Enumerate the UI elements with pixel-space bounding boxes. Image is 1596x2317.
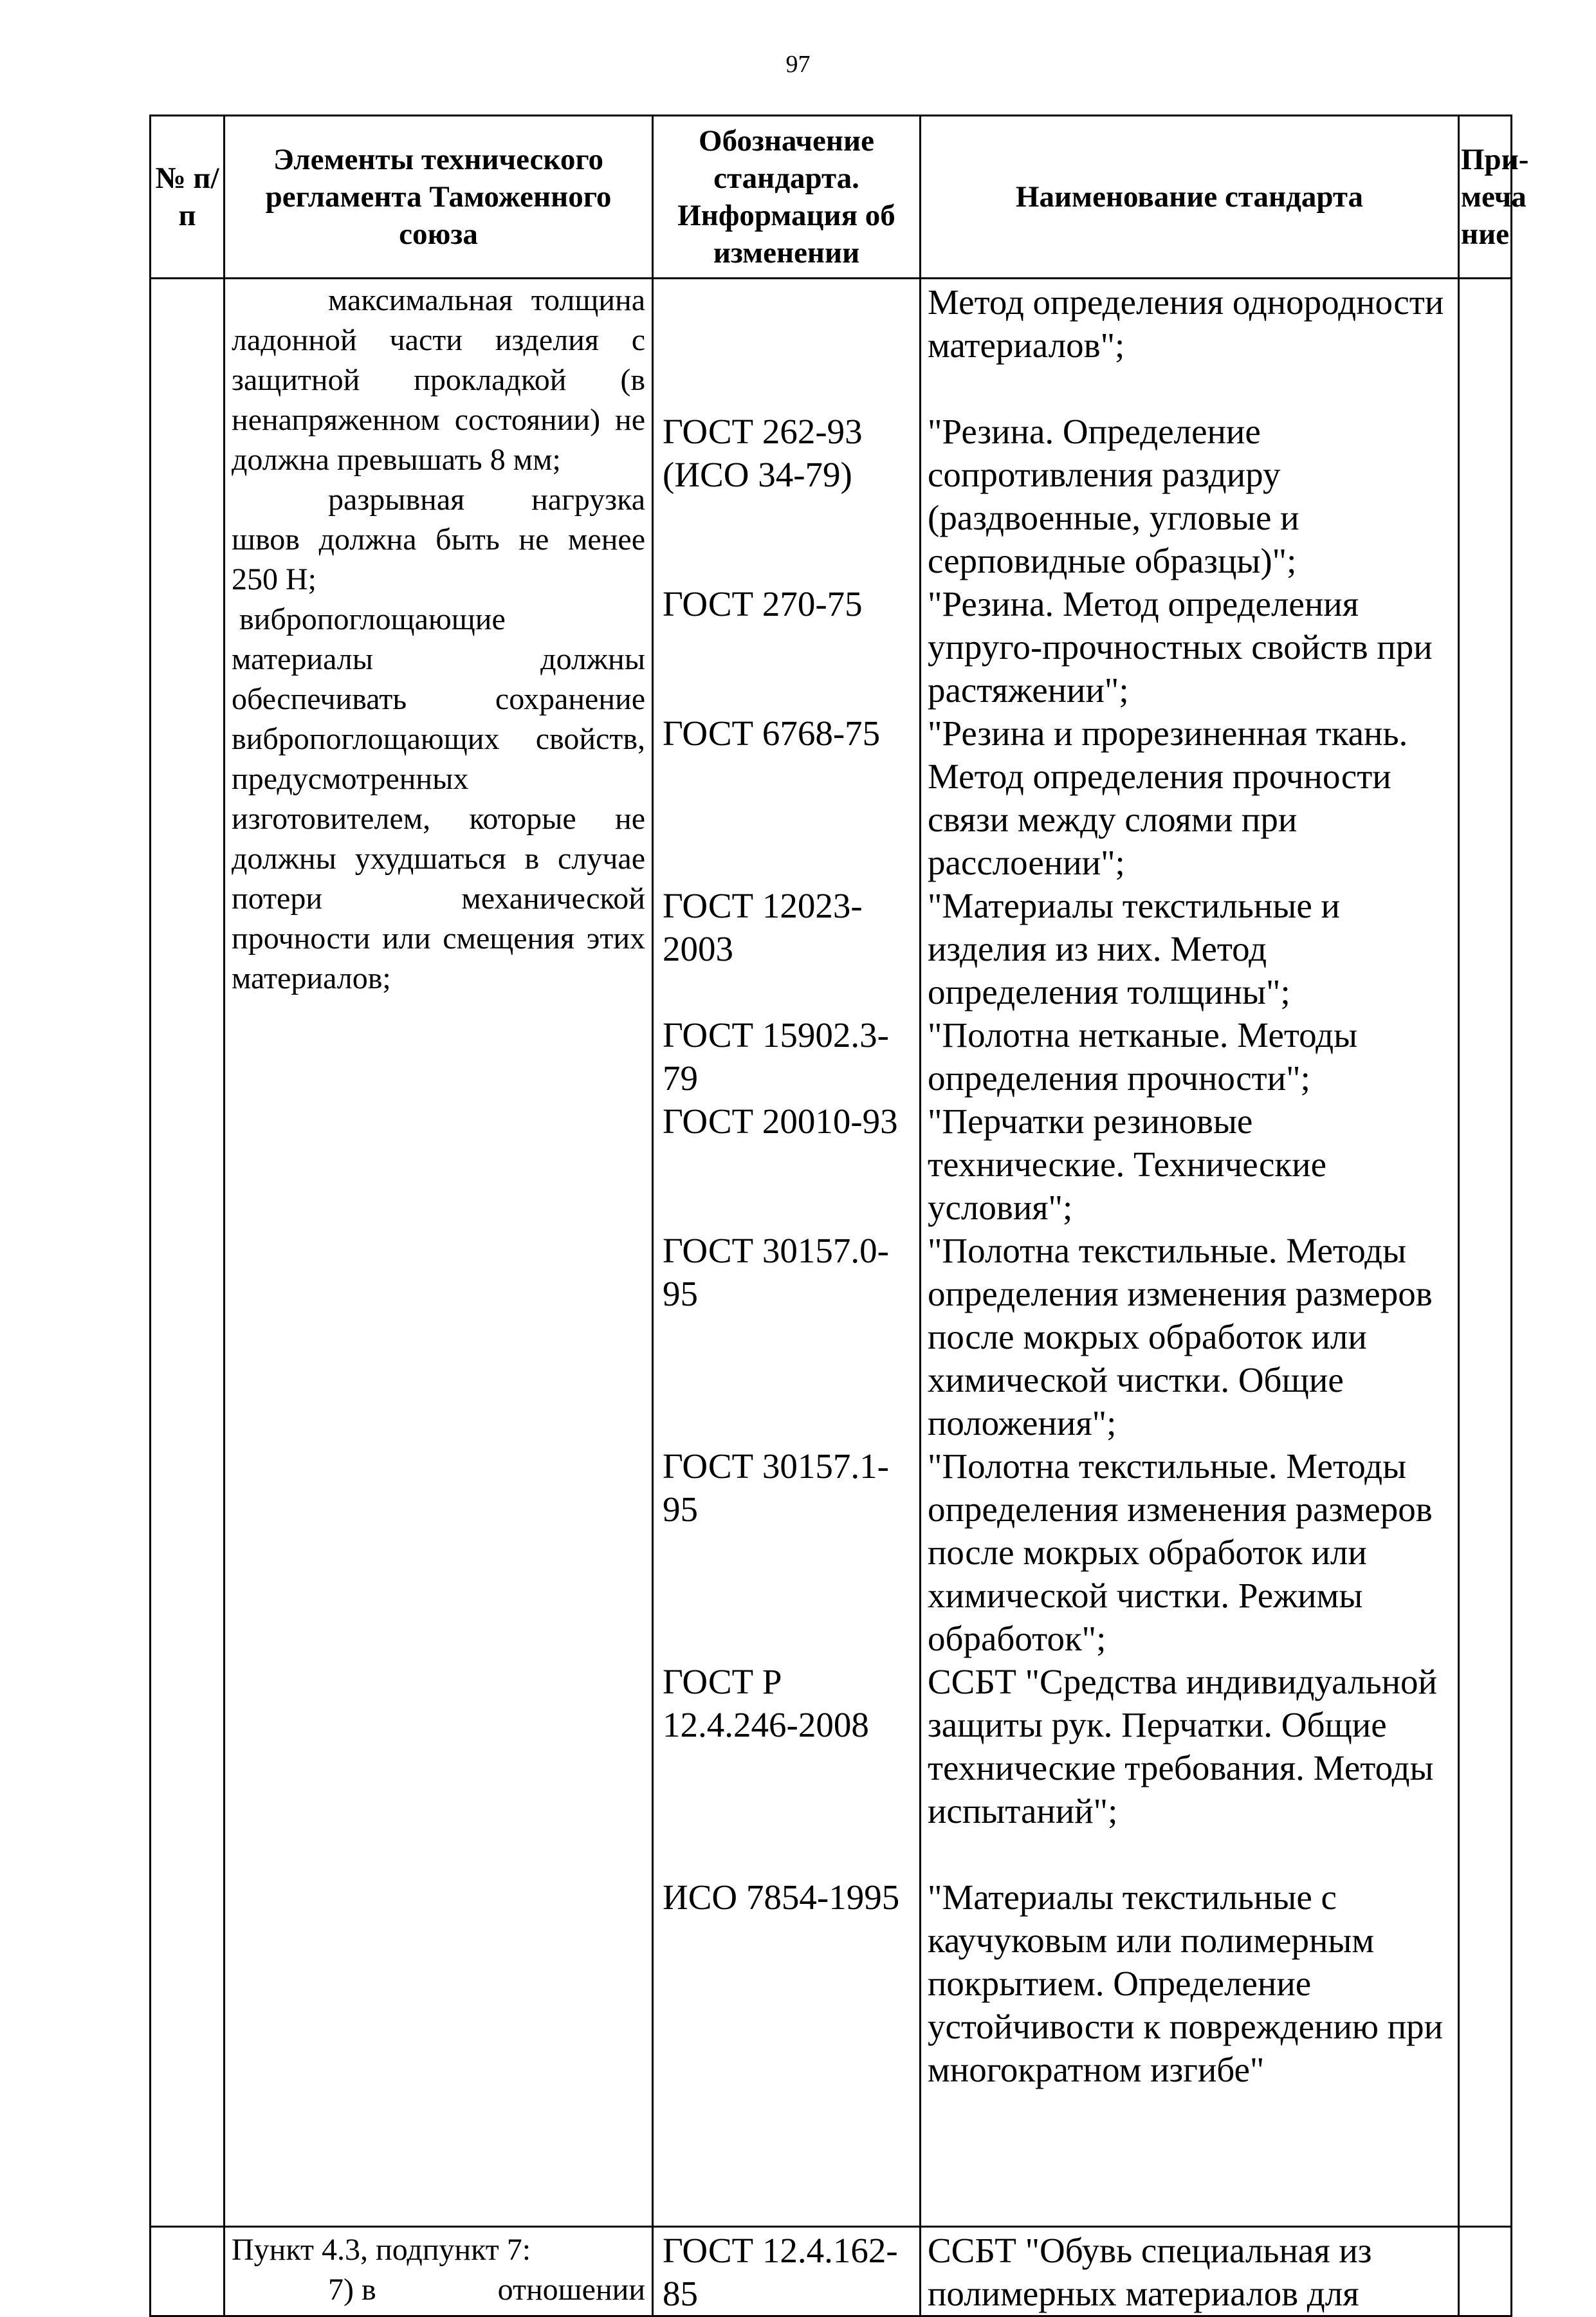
table-row	[151, 279, 1512, 2227]
standard-name: ССБТ "Обувь специальная из полимерных материалов для	[928, 2231, 1372, 2313]
standard-code: ГОСТ 12.4.162-85	[663, 2231, 898, 2313]
standard-name: ССБТ "Средства индивидуальной защиты рук. Перчатки. Общие технические требования. Методы испытаний";	[928, 1662, 1437, 1831]
standard-name: "Полотна нетканые. Методы определения прочности";	[928, 1015, 1358, 1098]
table-header-row	[151, 116, 1512, 279]
standard-code: ГОСТ 6768-75	[663, 714, 881, 753]
standard-name: "Полотна текстильные. Методы определения изменения размеров после мокрых обработок или химической чистки. Общие положения";	[928, 1231, 1433, 1443]
standard-code: ГОСТ 262-93 (ИСО 34-79)	[663, 412, 863, 494]
header-num: № п/п	[151, 116, 225, 279]
header-elements: Элементы технического регламента Таможенного союза	[225, 116, 653, 279]
standard-name: "Материалы текстильные с каучуковым или полимерным покрытием. Определение устойчивости к повреждению при многократном изгибе"	[928, 1878, 1444, 2089]
standard-code: ГОСТ 15902.3-79	[663, 1015, 889, 1098]
cell-codes	[653, 2227, 921, 2316]
cell-note	[1459, 2227, 1512, 2316]
element-paragraph: вибропоглощающие материалы должны обеспечивать сохранение вибропоглощающих свойств, предусмотренных изготовителем, которые не должны ухудшаться в случае потери механической прочности или смещения этих материалов;	[232, 602, 645, 995]
page-number: 97	[785, 51, 811, 78]
cell-note	[1459, 279, 1512, 2227]
cell-names	[921, 279, 1459, 2227]
element-paragraph: разрывная нагрузка швов должна быть не менее 250 Н;	[232, 483, 645, 596]
standard-code: ГОСТ 12023-2003	[663, 886, 863, 968]
standard-name: "Резина. Определение сопротивления раздиру (раздвоенные, угловые и серповидные образцы)";	[928, 412, 1299, 580]
standard-code: ИСО 7854-1995	[663, 1878, 900, 1917]
standard-name: "Перчатки резиновые технические. Технические условия";	[928, 1102, 1326, 1227]
standard-code: ГОСТ Р 12.4.246-2008	[663, 1662, 869, 1744]
cell-num	[151, 279, 225, 2227]
cell-elements	[225, 279, 653, 2227]
standard-name: "Резина и прорезиненная ткань. Метод определения прочности связи между слоями при расслоении";	[928, 714, 1408, 882]
cell-elements	[225, 2227, 653, 2316]
standards-table	[149, 115, 1529, 2317]
standard-name: "Резина. Метод определения упруго-прочностных свойств при растяжении";	[928, 584, 1433, 710]
standard-code: ГОСТ 20010-93	[663, 1102, 898, 1141]
element-paragraph: Пункт 4.3, подпункт 7:	[232, 2233, 531, 2267]
header-designation: Обозначение стандарта. Информация об изменении	[653, 116, 921, 279]
standard-code: ГОСТ 30157.0-95	[663, 1231, 889, 1313]
header-note: При-меча ние	[1459, 116, 1512, 279]
standard-code: ГОСТ 270-75	[663, 584, 863, 623]
cell-codes	[653, 279, 921, 2227]
standard-name: Метод определения однородности материалов";	[928, 282, 1444, 365]
element-fragment: 7) в	[328, 2273, 376, 2307]
standard-name: "Полотна текстильные. Методы определения изменения размеров после мокрых обработок или химической чистки. Режимы обработок";	[928, 1446, 1433, 1658]
element-fragment: отношении	[497, 2273, 645, 2307]
standard-name: "Материалы текстильные и изделия из них. Метод определения толщины";	[928, 886, 1340, 1011]
cell-num	[151, 2227, 225, 2316]
table-row	[151, 2227, 1512, 2316]
element-paragraph: максимальная толщина ладонной части изделия с защитной прокладкой (в ненапряженном состоянии) не должна превышать 8 мм;	[232, 283, 645, 477]
standard-code: ГОСТ 30157.1-95	[663, 1446, 889, 1529]
cell-names	[921, 2227, 1459, 2316]
header-name: Наименование стандарта	[921, 116, 1459, 279]
